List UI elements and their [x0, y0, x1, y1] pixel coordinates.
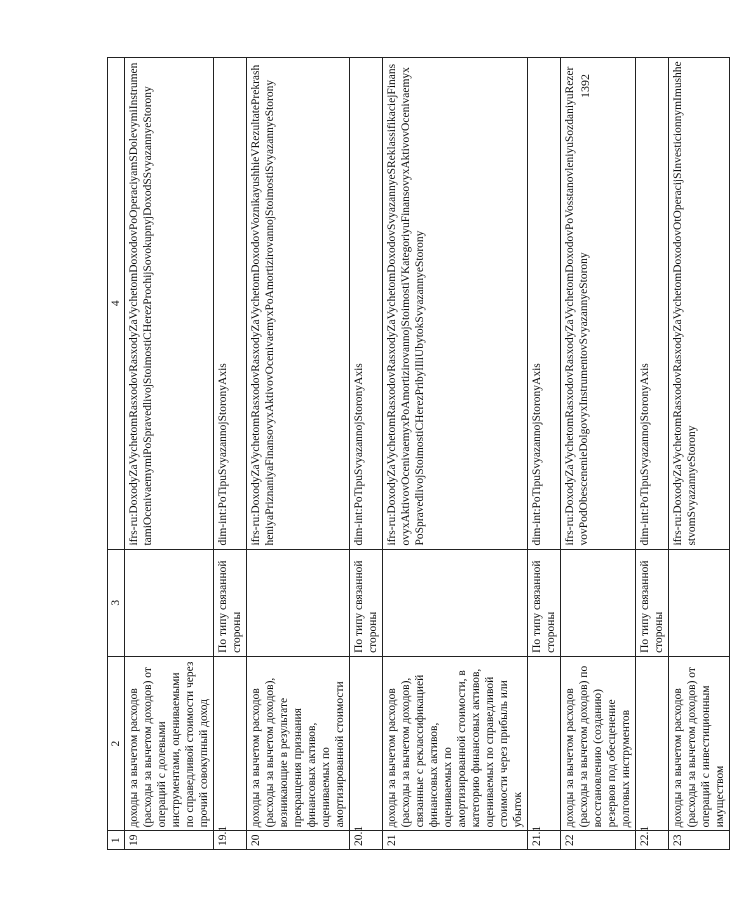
- row-dimension-type: [247, 549, 350, 656]
- row-description: доходы за вычетом расходов (расходы за вычетом доходов) от операций с долевыми инструментами, оцениваемыми по справедливой стоимости через прочий совокупный доход: [125, 656, 214, 831]
- row-taxonomy-code: dim-int:PoTipuSvyazannojStoronyAxis: [528, 58, 561, 550]
- table-row: [247, 58, 350, 850]
- row-number: 19: [125, 831, 214, 850]
- row-number: 20.1: [350, 831, 383, 850]
- row-description: доходы за вычетом расходов (расходы за вычетом доходов) по восстановлению (созданию) резервов под обесценение долговых инструментов: [561, 656, 636, 831]
- header-col-3: 3: [108, 549, 125, 656]
- row-taxonomy-code: ifrs-ru:DoxodyZaVychetomRasxodovRasxodyZaVychetomDoxodovOtOperacijSInvesticionnymImushhestvomSvyazannyeStorony: [669, 58, 730, 550]
- row-taxonomy-code: ifrs-ru:DoxodyZaVychetomRasxodovRasxodyZaVychetomDoxodovPoVosstanovleniyuSozdaniyuRezervovPodObesceneniеDolgovyxInstrumentovSvyazannyeStorony: [561, 58, 636, 550]
- row-dimension-type: [561, 549, 636, 656]
- header-row: [108, 58, 125, 850]
- row-description: доходы за вычетом расходов (расходы за вычетом доходов), связанные с реклассификацией финансовых активов, оцениваемых по амортизированной стоимости, в категорию финансовых активов, оцениваемых по справедливой стоимости через прибыль или убыток: [383, 656, 528, 831]
- row-number: 21: [383, 831, 528, 850]
- row-description: [214, 656, 247, 831]
- row-description: [528, 656, 561, 831]
- row-taxonomy-code: dim-int:PoTipuSvyazannojStoronyAxis: [636, 58, 669, 550]
- row-description: доходы за вычетом расходов (расходы за вычетом доходов), возникающие в результате прекращения признания финансовых активов, оцениваемых по амортизированной стоимости: [247, 656, 350, 831]
- row-dimension-type: По типу связанной стороны: [528, 549, 561, 656]
- page-number: 1392: [578, 74, 592, 98]
- row-dimension-type: [125, 549, 214, 656]
- table-row: [350, 58, 383, 850]
- row-taxonomy-code: ifrs-ru:DoxodyZaVychetomRasxodovRasxodyZaVychetomDoxodovSvyazannyeSReklassifikaciejFinansovyxAktivovOcenivaemyxPoAmortizirovannojStoimostiVKategoriyuFinansovyxAktivovOcenivaemyxPoSpravedlivojStoimostiCHerezPribylIliUbytokSvyazannyeStorony: [383, 58, 528, 550]
- row-description: [636, 656, 669, 831]
- header-col-4: 4: [108, 58, 125, 550]
- header-col-1: 1: [108, 831, 125, 850]
- row-taxonomy-code: dim-int:PoTipuSvyazannojStoronyAxis: [350, 58, 383, 550]
- table-row: [383, 58, 528, 850]
- row-description: доходы за вычетом расходов (расходы за вычетом доходов) от операций с инвестиционным имуществом: [669, 656, 730, 831]
- row-dimension-type: По типу связанной стороны: [350, 549, 383, 656]
- header-col-2: 2: [108, 656, 125, 831]
- row-number: 21.1: [528, 831, 561, 850]
- row-taxonomy-code: ifrs-ru:DoxodyZaVychetomRasxodovRasxodyZaVychetomDoxodovPoOperaciyamSDolevymiInstrumentamiOcenivaemymiPoSpravedlivojStoimostiCHerezProchijSovokupnyjDoxodSSvyazannyeStorony: [125, 58, 214, 550]
- table-row: [528, 58, 561, 850]
- row-dimension-type: По типу связанной стороны: [636, 549, 669, 656]
- row-number: 22.1: [636, 831, 669, 850]
- table-row: [214, 58, 247, 850]
- table-row: [125, 58, 214, 850]
- row-number: 19.1: [214, 831, 247, 850]
- row-dimension-type: [383, 549, 528, 656]
- row-dimension-type: [669, 549, 730, 656]
- row-description: [350, 656, 383, 831]
- row-number: 22: [561, 831, 636, 850]
- row-taxonomy-code: dim-int:PoTipuSvyazannojStoronyAxis: [214, 58, 247, 550]
- row-taxonomy-code: ifrs-ru:DoxodyZaVychetomRasxodovRasxodyZaVychetomDoxodovVoznikayushhieVRezultatePrekrashheniyaPriznaniyaFinansovyxAktivovOcenivaemyxPoAmortizirovannojStoimostiSvyazannyeStorony: [247, 58, 350, 550]
- xbrl-mapping-table: [107, 57, 730, 850]
- row-dimension-type: По типу связанной стороны: [214, 549, 247, 656]
- row-number: 23: [669, 831, 730, 850]
- table-row: [669, 58, 730, 850]
- row-number: 20: [247, 831, 350, 850]
- table-row: [636, 58, 669, 850]
- table-row: [561, 58, 636, 850]
